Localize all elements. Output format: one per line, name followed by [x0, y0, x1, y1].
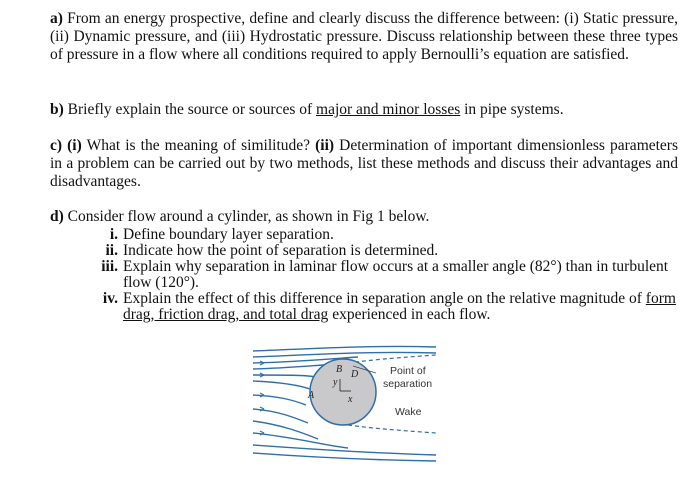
subitem-text-before: Explain the effect of this difference in separation angle on the relative magnitude of [123, 290, 646, 307]
question-c [50, 137, 678, 191]
point-a-label: A [308, 390, 315, 401]
subitem-underlined-text: form drag, friction drag, and total drag [123, 290, 676, 323]
question-b [50, 101, 678, 119]
point-of-separation-label-line1: Point of [390, 365, 426, 377]
question-b-text-after: in pipe systems. [460, 101, 564, 118]
question-a-text: From an energy prospective, define and clearly discuss the difference between: (i) Static pressure, (ii) Dynamic pressure, and (iii) Hydrostatic pressure. Discuss relationship between these three types of pressure in a flow where all conditions required to apply Bernoulli’s equation are satisfied. [50, 10, 679, 63]
wake-label: Wake [395, 406, 422, 418]
question-d-subitems [78, 227, 678, 323]
streamline [253, 346, 436, 351]
streamline [253, 445, 436, 455]
subitem-i [78, 227, 678, 243]
streamline [253, 409, 308, 423]
subitem-ii [78, 243, 678, 259]
point-d-label: D [351, 369, 359, 380]
subitem-text: Indicate how the point of separation is determined. [123, 242, 439, 259]
question-c-part-ii-text: Determination of important dimensionless parameters in a problem can be carried out by two methods, list these methods and discuss their advantages and disadvantages. [50, 137, 679, 190]
point-b-label: B [336, 364, 343, 375]
question-d-intro: Consider flow around a cylinder, as shown in Fig 1 below. [67, 208, 430, 225]
question-c-label: c) (i) [50, 137, 82, 154]
subitem-text: Explain why separation in laminar flow occurs at a smaller angle (82°) than in turbulent flow (120°). [123, 258, 669, 291]
lower-separation-line [348, 425, 436, 433]
inflow-arrows [260, 361, 264, 435]
subitem-number: iii. [101, 258, 118, 275]
subitem-text: Define boundary layer separation. [123, 226, 334, 243]
x-axis-label: x [348, 394, 353, 405]
subitem-number: iv. [102, 290, 118, 307]
subitem-iii [78, 259, 678, 291]
streamline [253, 381, 310, 389]
subitem-number: ii. [105, 242, 118, 259]
question-c-part-ii-label: (ii) [315, 137, 335, 154]
question-a-label: a) [50, 10, 63, 27]
point-of-separation-label-line2: separation [383, 378, 433, 390]
question-d-label: d) [50, 208, 64, 225]
cylinder [310, 359, 376, 425]
subitem-number: i. [109, 226, 118, 243]
question-b-text-before: Briefly explain the source or sources of [67, 101, 317, 118]
question-c-part-i-text: What is the meaning of similitude? [86, 137, 311, 154]
question-b-label: b) [50, 101, 64, 118]
y-axis-label: y [333, 377, 338, 388]
upper-separation-line [348, 355, 436, 363]
streamline [253, 352, 436, 357]
question-b-underlined-text: major and minor losses [316, 101, 461, 118]
question-a [50, 10, 678, 64]
subitem-iv [78, 291, 678, 323]
streamline [253, 421, 318, 439]
subitem-text-after: experienced in each flow. [328, 306, 491, 323]
cylinder-flow-figure [248, 345, 438, 463]
question-d [50, 208, 678, 226]
